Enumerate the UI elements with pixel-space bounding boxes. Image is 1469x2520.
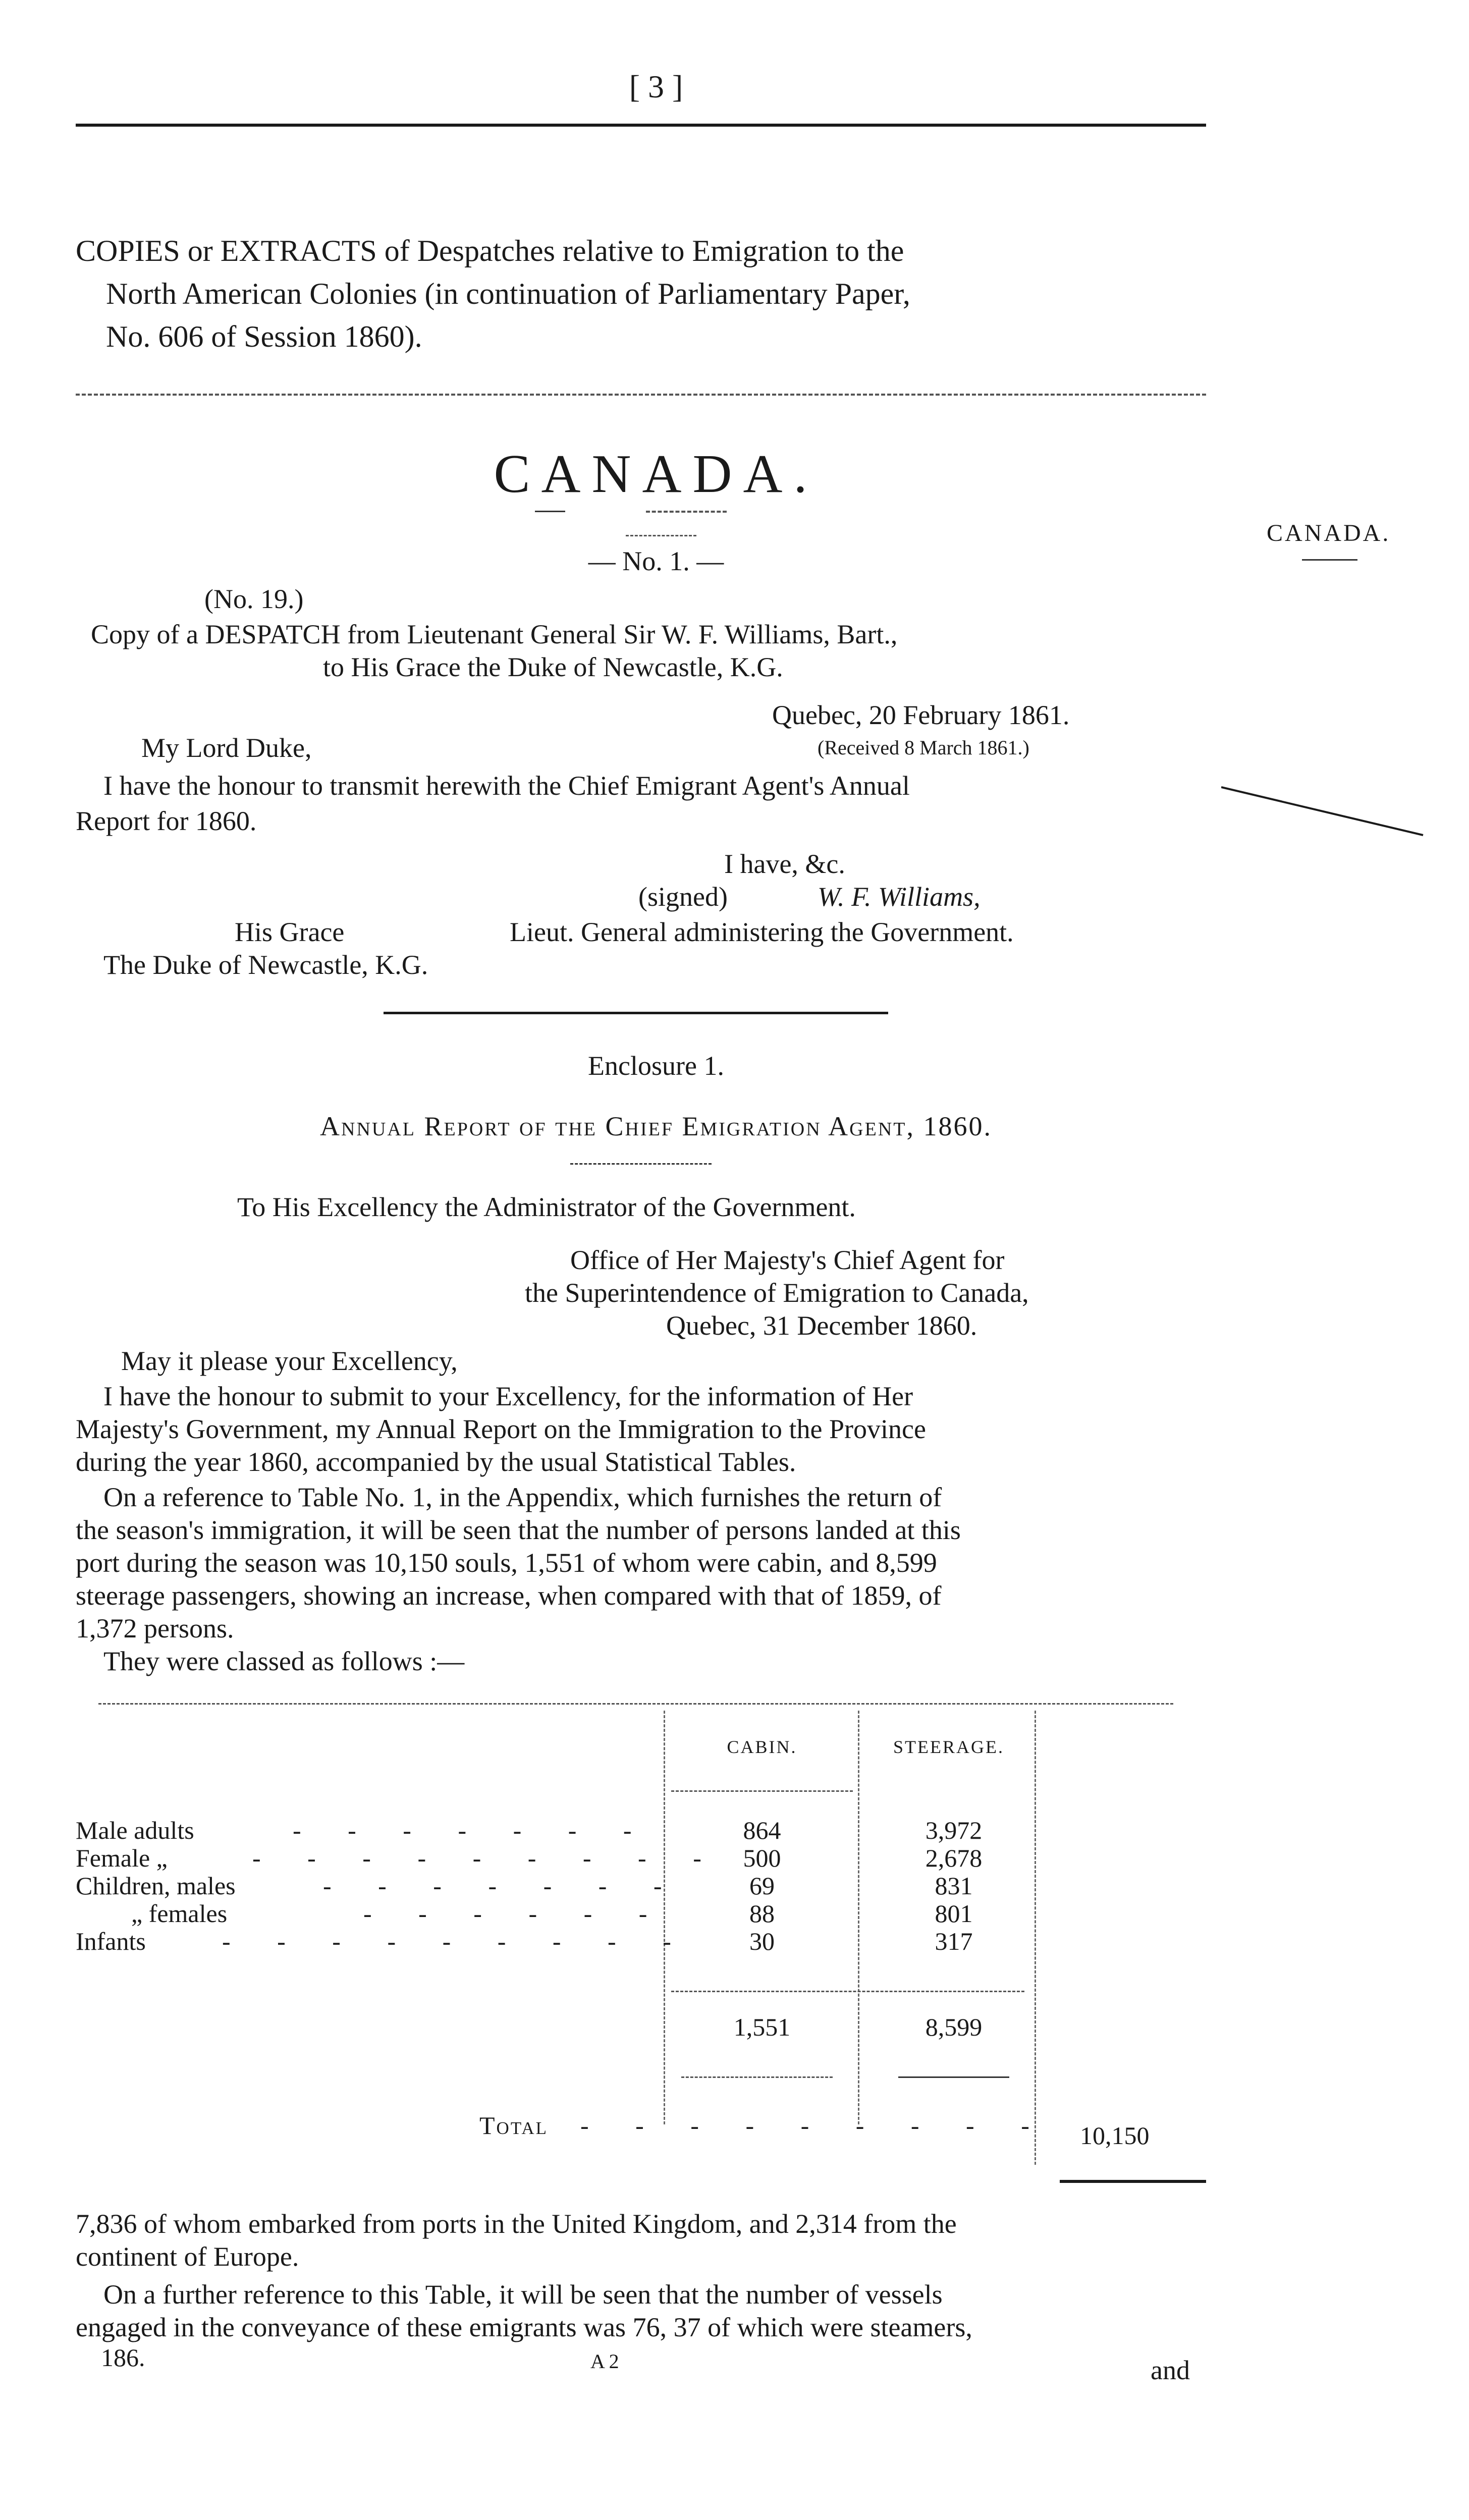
despatch-body-line-2: Report for 1860. xyxy=(76,806,257,836)
table-cell-cabin: 88 xyxy=(749,1899,775,1928)
salutation: My Lord Duke, xyxy=(141,733,312,763)
table-row-leader: - - - - - - xyxy=(363,1899,668,1928)
despatch-body-line-1: I have the honour to transmit herewith the Chief Emigrant Agent's Annual xyxy=(103,771,910,801)
total-rule xyxy=(1060,2180,1206,2183)
table-cell-cabin: 69 xyxy=(749,1872,775,1900)
classed-intro: They were classed as follows :— xyxy=(103,1646,465,1676)
table-top-rule xyxy=(98,1703,1173,1705)
table-row-label: „ females xyxy=(131,1899,228,1928)
report-salutation: May it please your Excellency, xyxy=(121,1346,458,1376)
total-value: 10,150 xyxy=(1080,2121,1150,2150)
heading-dashed-rule xyxy=(76,394,1206,396)
para2-line-1: On a reference to Table No. 1, in the Appendix, which furnishes the return of xyxy=(103,1482,942,1512)
despatch-number: — No. 1. — xyxy=(588,546,724,576)
total-leader: - - - - - - - - - xyxy=(580,2111,1050,2140)
table-cell-steerage: 2,678 xyxy=(925,1844,983,1872)
page-number: [ 3 ] xyxy=(629,69,683,104)
subtotal-under-rule-1 xyxy=(681,2076,833,2078)
despatch-received: (Received 8 March 1861.) xyxy=(818,736,1029,759)
subtotal-steerage: 8,599 xyxy=(925,2013,983,2041)
para2-line-2: the season's immigration, it will be seen that the number of persons landed at this xyxy=(76,1515,961,1545)
margin-pointer-line xyxy=(1221,777,1433,848)
table-cell-steerage: 3,972 xyxy=(925,1816,983,1844)
enclosure-label: Enclosure 1. xyxy=(588,1051,724,1081)
despatch-date: Quebec, 20 February 1861. xyxy=(772,700,1070,730)
margin-note-rule xyxy=(1302,559,1357,561)
para2-line-4: steerage passengers, showing an increase, when compared with that of 1859, of xyxy=(76,1580,942,1611)
para2-line-3: port during the season was 10,150 souls, 1,551 of whom were cabin, and 8,599 xyxy=(76,1548,937,1578)
total-label: Total xyxy=(479,2111,549,2140)
catchword: and xyxy=(1151,2355,1190,2385)
table-cell-cabin: 864 xyxy=(743,1816,781,1844)
report-to: To His Excellency the Administrator of the Government. xyxy=(237,1192,856,1222)
table-cell-steerage: 831 xyxy=(935,1872,973,1900)
signer-title: Lieut. General administering the Government. xyxy=(510,917,1014,947)
margin-note: CANADA. xyxy=(1267,520,1391,546)
header-underline xyxy=(671,1790,853,1792)
title-ornament-right xyxy=(646,511,727,513)
number-ornament xyxy=(626,535,696,536)
despatch-ref: (No. 19.) xyxy=(204,584,304,614)
signature: W. F. Williams, xyxy=(818,882,981,912)
section-title: CANADA. xyxy=(494,444,819,504)
para2-line-5: 1,372 persons. xyxy=(76,1613,234,1644)
heading-line-2: North American Colonies (in continuation of Parliamentary Paper, xyxy=(106,277,910,310)
table-row-label: Children, males xyxy=(76,1872,236,1900)
office-line-3: Quebec, 31 December 1860. xyxy=(666,1310,977,1341)
despatch-title-line-2: to His Grace the Duke of Newcastle, K.G. xyxy=(323,652,783,682)
table-cell-steerage: 801 xyxy=(935,1899,973,1928)
table-row-label: Infants xyxy=(76,1927,146,1955)
table-cell-cabin: 30 xyxy=(749,1927,775,1955)
report-title: Annual Report of the Chief Emigration Agent, 1860. xyxy=(320,1111,992,1141)
addressee-left: His Grace xyxy=(235,917,345,947)
para3-line-2: continent of Europe. xyxy=(76,2241,299,2272)
para1-line-2: Majesty's Government, my Annual Report on the Immigration to the Province xyxy=(76,1414,926,1444)
table-row-label: Male adults xyxy=(76,1816,194,1844)
top-rule xyxy=(76,124,1206,127)
heading-line-1: COPIES or EXTRACTS of Despatches relative to Emigration to the xyxy=(76,234,904,267)
table-row-leader: - - - - - - - xyxy=(293,1816,652,1844)
table-cell-cabin: 500 xyxy=(743,1844,781,1872)
subtotal-under-rule-2 xyxy=(898,2076,1009,2078)
heading-line-3: No. 606 of Session 1860). xyxy=(106,320,422,353)
para3-line-1: 7,836 of whom embarked from ports in the United Kingdom, and 2,314 from the xyxy=(76,2209,957,2239)
signed-label: (signed) xyxy=(638,882,728,912)
subtotal-rule xyxy=(671,1991,1024,1992)
office-line-2: the Superintendence of Emigration to Canada, xyxy=(525,1278,1029,1308)
para4-line-1: On a further reference to this Table, it will be seen that the number of vessels xyxy=(103,2279,943,2310)
table-row-leader: - - - - - - - - - xyxy=(222,1927,691,1955)
footer-signature: A 2 xyxy=(590,2350,619,2373)
subtotal-cabin: 1,551 xyxy=(733,2013,791,2041)
table-row-label: Female „ xyxy=(76,1844,168,1872)
col-steerage-header: STEERAGE. xyxy=(893,1737,1004,1757)
addressee-line-2: The Duke of Newcastle, K.G. xyxy=(103,950,428,980)
title-ornament-left xyxy=(535,511,565,512)
table-row-leader: - - - - - - - xyxy=(323,1872,682,1900)
table-vline-3 xyxy=(1035,1711,1036,2165)
despatch-title-line-1: Copy of a DESPATCH from Lieutenant General Sir W. F. Williams, Bart., xyxy=(91,619,898,649)
para1-line-1: I have the honour to submit to your Excellency, for the information of Her xyxy=(103,1381,913,1411)
para1-line-3: during the year 1860, accompanied by the usual Statistical Tables. xyxy=(76,1447,796,1477)
table-cell-steerage: 317 xyxy=(935,1927,973,1955)
office-line-1: Office of Her Majesty's Chief Agent for xyxy=(570,1245,1005,1275)
report-title-rule xyxy=(570,1163,712,1165)
closing: I have, &c. xyxy=(724,849,845,879)
footer-left: 186. xyxy=(101,2343,145,2372)
para4-line-2: engaged in the conveyance of these emigrants was 76, 37 of which were steamers, xyxy=(76,2312,972,2342)
col-cabin-header: CABIN. xyxy=(727,1737,797,1757)
table-vline-2 xyxy=(858,1711,859,2124)
table-row-leader: - - - - - - - - - xyxy=(252,1844,722,1872)
despatch-end-rule xyxy=(384,1012,888,1014)
